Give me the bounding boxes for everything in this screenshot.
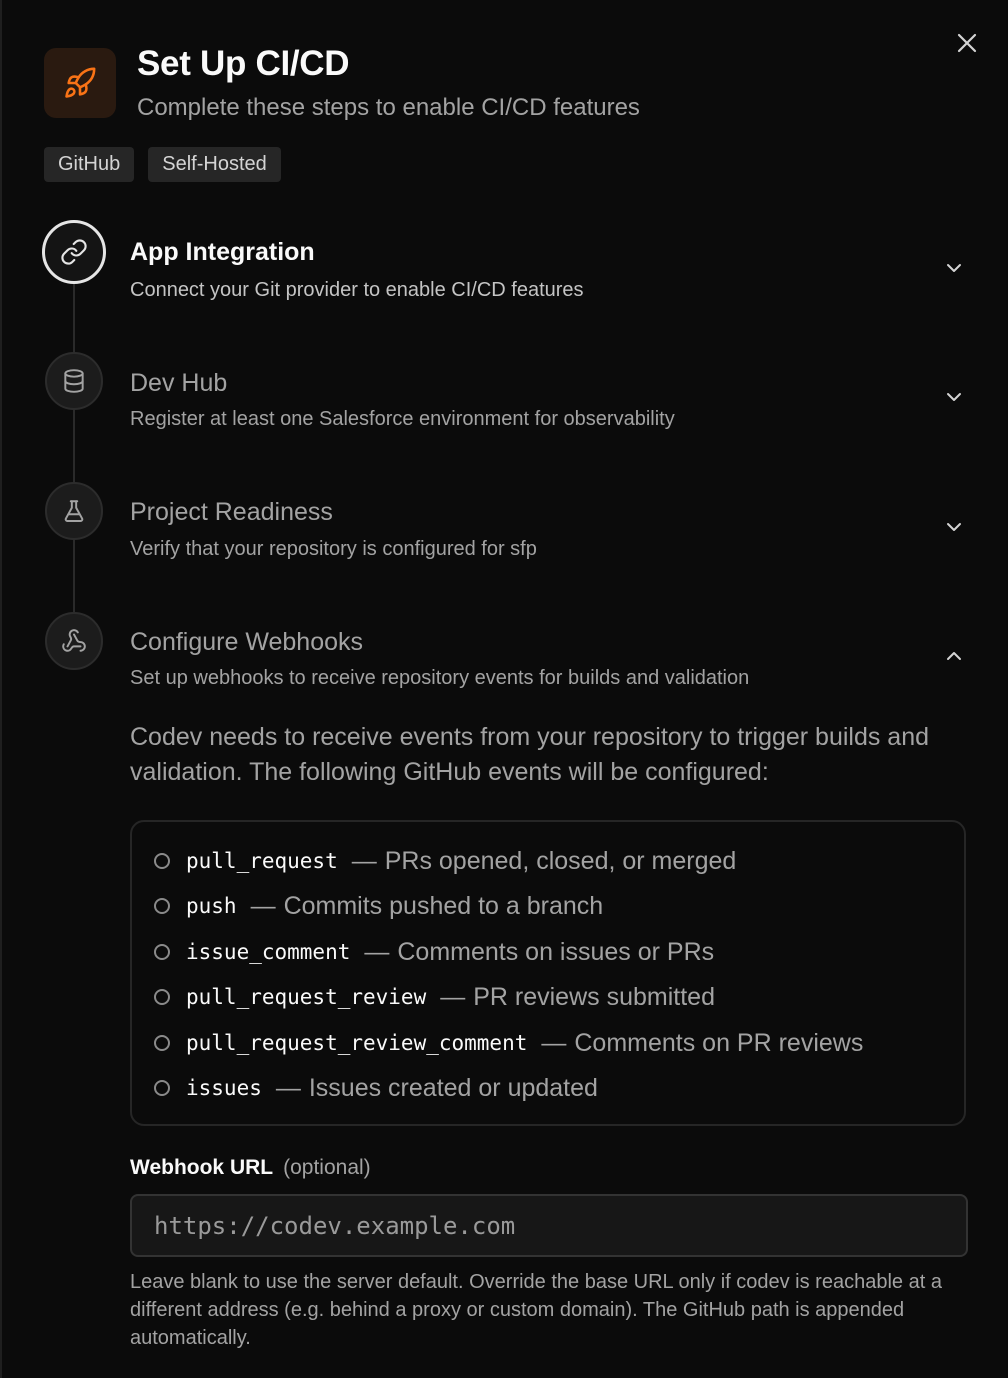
close-button[interactable] <box>952 28 982 58</box>
webhook-icon <box>61 628 87 654</box>
event-separator: — <box>275 1073 301 1102</box>
event-radio[interactable] <box>154 1035 170 1051</box>
event-description: Issues created or updated <box>308 1073 598 1102</box>
event-radio[interactable] <box>154 898 170 914</box>
database-icon <box>61 368 87 394</box>
step-configure-webhooks-toggle[interactable] <box>942 644 966 668</box>
event-radio[interactable] <box>154 989 170 1005</box>
step-project-readiness-description: Verify that your repository is configured for sfp <box>130 538 537 560</box>
webhook-url-label <box>130 1156 371 1180</box>
event-separator: — <box>351 846 377 875</box>
step-app-integration-toggle[interactable] <box>942 256 966 280</box>
event-radio[interactable] <box>154 853 170 869</box>
event-description: Comments on PR reviews <box>574 1028 864 1057</box>
tag-self-hosted: Self-Hosted <box>148 147 281 182</box>
chevron-down-icon <box>944 387 964 407</box>
event-description: PR reviews submitted <box>473 982 715 1011</box>
event-row-pull-request-review <box>154 977 715 1017</box>
step-configure-webhooks-title[interactable]: Configure Webhooks <box>130 628 364 656</box>
event-description: Comments on issues or PRs <box>397 937 715 966</box>
step-configure-webhooks-description: Set up webhooks to receive repository events for builds and validation <box>130 667 750 689</box>
event-row-pull-request-review-comment <box>154 1023 863 1063</box>
step-dev-hub-indicator <box>45 352 103 410</box>
tag-github: GitHub <box>44 147 134 182</box>
webhook-url-optional: (optional) <box>283 1156 371 1179</box>
event-name: pull_request_review <box>186 985 427 1009</box>
event-description: PRs opened, closed, or merged <box>384 846 737 875</box>
event-separator: — <box>364 937 390 966</box>
event-radio[interactable] <box>154 944 170 960</box>
step-project-readiness-indicator <box>45 482 103 540</box>
header-icon-badge <box>44 48 116 118</box>
event-description: Commits pushed to a branch <box>283 891 604 920</box>
event-name: push <box>186 894 237 918</box>
close-icon <box>956 32 978 54</box>
event-name: pull_request <box>186 849 338 873</box>
link-icon <box>60 238 88 266</box>
event-row-pull-request <box>154 841 736 881</box>
chevron-down-icon <box>944 517 964 537</box>
event-separator: — <box>440 982 466 1011</box>
event-name: issue_comment <box>186 940 351 964</box>
event-separator: — <box>541 1028 567 1057</box>
step-dev-hub-toggle[interactable] <box>942 385 966 409</box>
page-subtitle: Complete these steps to enable CI/CD features <box>137 94 640 121</box>
flask-icon <box>61 498 87 524</box>
event-name: pull_request_review_comment <box>186 1031 528 1055</box>
timeline-connector <box>73 282 75 612</box>
webhook-url-label-text: Webhook URL <box>130 1156 274 1179</box>
chevron-down-icon <box>944 258 964 278</box>
event-name: issues <box>186 1076 262 1100</box>
step-app-integration-title[interactable]: App Integration <box>130 238 315 266</box>
event-row-push <box>154 886 603 926</box>
webhook-url-input[interactable] <box>130 1194 968 1257</box>
tag-list <box>44 147 281 182</box>
rocket-icon <box>63 66 97 100</box>
event-separator: — <box>250 891 276 920</box>
webhook-events-list <box>130 820 966 1126</box>
webhook-url-help-text: Leave blank to use the server default. Override the base URL only if codev is reachable at a different address (e.g. behind a proxy or custom domain). The GitHub path is appended automatically. <box>130 1271 942 1349</box>
step-dev-hub-description: Register at least one Salesforce environment for observability <box>130 408 675 430</box>
webhooks-intro-text: Codev needs to receive events from your repository to trigger builds and validation. The following GitHub events will be configured: <box>130 723 930 786</box>
step-configure-webhooks-indicator <box>45 612 103 670</box>
event-row-issues <box>154 1068 598 1108</box>
step-project-readiness-toggle[interactable] <box>942 515 966 539</box>
event-row-issue-comment <box>154 932 714 972</box>
step-project-readiness-title[interactable]: Project Readiness <box>130 498 333 526</box>
event-radio[interactable] <box>154 1080 170 1096</box>
page-title: Set Up CI/CD <box>137 44 350 83</box>
chevron-up-icon <box>944 646 964 666</box>
step-dev-hub-title[interactable]: Dev Hub <box>130 369 228 397</box>
step-app-integration-indicator <box>42 220 106 284</box>
step-app-integration-description: Connect your Git provider to enable CI/CD features <box>130 279 584 301</box>
